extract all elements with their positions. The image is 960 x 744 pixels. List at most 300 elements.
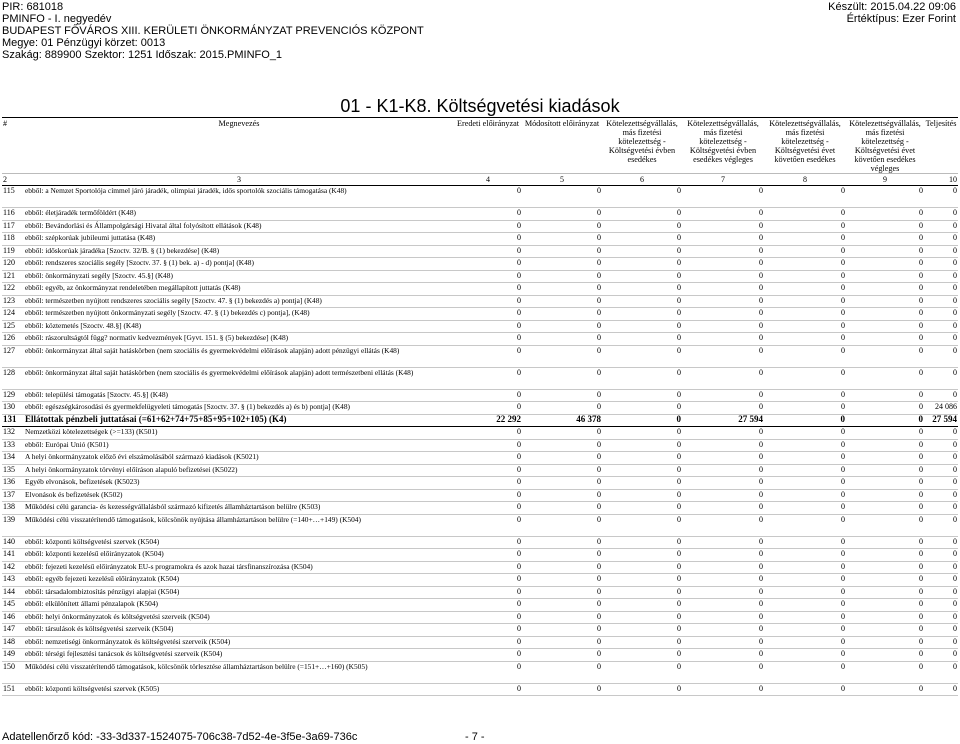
row-number: 144 (2, 586, 24, 599)
value-cell: 0 (682, 283, 764, 296)
value-cell: 0 (602, 561, 682, 574)
value-cell: 0 (454, 536, 522, 549)
table-row (2, 220, 958, 233)
row-description: ebből: központi költségvetési szervek (K504) (24, 536, 454, 549)
value-cell: 0 (454, 439, 522, 452)
value-cell: 0 (764, 258, 846, 271)
row-description: A helyi önkormányzatok előző évi elszámolásából származó kiadások (K5021) (24, 452, 454, 465)
row-number: 147 (2, 624, 24, 637)
value-cell: 0 (682, 514, 764, 536)
value-cell: 0 (522, 345, 602, 367)
row-description: ebből: szépkorúak jubileumi juttatása (K48) (24, 233, 454, 246)
value-cell: 0 (764, 295, 846, 308)
value-cell: 0 (454, 502, 522, 515)
column-number: 6 (602, 174, 682, 186)
table-row (2, 308, 958, 321)
row-description: ebből: Bevándorlási és Állampolgársági Hivatal által folyósított ellátások (K48) (24, 220, 454, 233)
table-row (2, 439, 958, 452)
table-row (2, 611, 958, 624)
row-description: ebből: társadalombiztosítás pénzügyi alapjai (K504) (24, 586, 454, 599)
value-cell: 0 (522, 477, 602, 490)
value-cell: 0 (846, 414, 924, 427)
value-cell: 0 (924, 549, 958, 562)
value-cell: 0 (846, 599, 924, 612)
column-header: Kötelezettségvállalás, más fizetési kötelezettség - Költségvetési évet követően esedékes végleges (846, 118, 924, 174)
value-cell: 0 (846, 536, 924, 549)
value-cell: 0 (682, 683, 764, 696)
table-row (2, 367, 958, 389)
column-header: Kötelezettségvállalás, más fizetési kötelezettség - Költségvetési évet követően esedékes (764, 118, 846, 174)
value-cell: 0 (764, 561, 846, 574)
value-cell: 0 (522, 283, 602, 296)
value-cell: 0 (846, 270, 924, 283)
value-cell: 0 (682, 439, 764, 452)
value-cell: 0 (846, 464, 924, 477)
row-description: ebből: egyéb fejezeti kezelésű előirányzatok (K504) (24, 574, 454, 587)
row-description: ebből: a Nemzet Sportolója címmel járó járadék, olimpiai járadék, idős sportolók szociális támogatása (K48) (24, 186, 454, 208)
value-cell: 0 (924, 661, 958, 683)
table-row (2, 258, 958, 271)
row-description: Egyéb elvonások, befizetések (K5023) (24, 477, 454, 490)
row-description: Ellátottak pénzbeli juttatásai (=61+62+74+75+85+95+102+105) (K4) (24, 414, 454, 427)
value-cell: 0 (846, 208, 924, 221)
value-cell: 0 (454, 245, 522, 258)
value-cell: 0 (454, 561, 522, 574)
value-cell: 0 (924, 536, 958, 549)
row-number: 150 (2, 661, 24, 683)
value-cell: 0 (846, 345, 924, 367)
value-cell: 0 (522, 367, 602, 389)
value-cell: 0 (602, 636, 682, 649)
row-number: 122 (2, 283, 24, 296)
column-number: 8 (764, 174, 846, 186)
value-cell: 0 (602, 624, 682, 637)
value-cell: 0 (522, 333, 602, 346)
value-cell: 0 (522, 649, 602, 662)
value-cell: 0 (924, 333, 958, 346)
table-row (2, 464, 958, 477)
value-cell: 0 (846, 624, 924, 637)
value-cell: 0 (522, 599, 602, 612)
table-row (2, 414, 958, 427)
report-header-right (828, 1, 956, 25)
value-cell: 0 (682, 549, 764, 562)
value-cell: 0 (924, 574, 958, 587)
row-number: 137 (2, 489, 24, 502)
value-cell: 0 (682, 502, 764, 515)
row-number: 134 (2, 452, 24, 465)
table-row (2, 402, 958, 415)
value-cell: 0 (846, 574, 924, 587)
value-cell: 0 (602, 414, 682, 427)
value-cell: 0 (454, 611, 522, 624)
row-description: A helyi önkormányzatok törvényi előíráson alapuló befizetései (K5022) (24, 464, 454, 477)
value-cell: 0 (602, 536, 682, 549)
value-cell: 0 (454, 427, 522, 440)
value-cell: 0 (924, 220, 958, 233)
row-description: ebből: természetben nyújtott önkormányzati segély [Szoctv. 47. § (1) bekezdés c) pontja], (K48) (24, 308, 454, 321)
value-cell: 0 (924, 320, 958, 333)
value-cell: 0 (602, 402, 682, 415)
value-cell: 0 (602, 186, 682, 208)
expenditure-table (2, 117, 958, 696)
value-cell: 0 (764, 220, 846, 233)
value-cell: 0 (764, 345, 846, 367)
value-cell: 0 (602, 574, 682, 587)
value-cell: 0 (924, 683, 958, 696)
value-cell: 46 378 (522, 414, 602, 427)
row-number: 136 (2, 477, 24, 490)
row-number: 141 (2, 549, 24, 562)
row-number: 125 (2, 320, 24, 333)
table-row (2, 561, 958, 574)
row-description: ebből: Európai Unió (K501) (24, 439, 454, 452)
row-number: 130 (2, 402, 24, 415)
value-cell: 0 (764, 283, 846, 296)
table-row (2, 245, 958, 258)
value-cell: 0 (682, 561, 764, 574)
value-cell: 0 (764, 245, 846, 258)
row-number: 151 (2, 683, 24, 696)
column-header: # (2, 118, 24, 174)
value-cell: 0 (454, 295, 522, 308)
value-cell: 0 (454, 649, 522, 662)
value-cell: 0 (682, 427, 764, 440)
row-number: 120 (2, 258, 24, 271)
table-row (2, 624, 958, 637)
page-number: - 7 - (465, 731, 485, 743)
created-date: Készült: 2015.04.22 09:06 (828, 1, 956, 13)
table-row (2, 586, 958, 599)
column-number: 2 (2, 174, 24, 186)
value-cell: 0 (602, 320, 682, 333)
control-code: Adatellenőrző kód: -33-3d337-1524075-706c38-7d52-4e-3f5e-3a69-736c (2, 731, 358, 743)
value-cell: 0 (846, 661, 924, 683)
value-cell: 0 (764, 320, 846, 333)
value-cell: 0 (764, 624, 846, 637)
value-cell: 0 (602, 308, 682, 321)
column-header: Eredeti előirányzat (454, 118, 522, 174)
value-cell: 0 (522, 611, 602, 624)
value-cell: 0 (846, 258, 924, 271)
value-cell: 0 (682, 320, 764, 333)
column-number: 5 (522, 174, 602, 186)
value-cell: 0 (682, 599, 764, 612)
row-description: ebből: rászorultságtól függ? normatív kedvezmények [Gyvt. 151. § (5) bekezdése] (K48) (24, 333, 454, 346)
value-cell: 0 (924, 245, 958, 258)
value-cell: 0 (924, 464, 958, 477)
value-cell: 0 (846, 320, 924, 333)
value-cell: 0 (924, 599, 958, 612)
value-cell: 0 (846, 549, 924, 562)
value-cell: 0 (764, 308, 846, 321)
row-description: ebből: térségi fejlesztési tanácsok és költségvetési szerveik (K504) (24, 649, 454, 662)
value-cell: 0 (454, 636, 522, 649)
row-number: 129 (2, 389, 24, 402)
table-row (2, 636, 958, 649)
row-number: 139 (2, 514, 24, 536)
value-cell: 0 (764, 477, 846, 490)
value-cell: 0 (522, 452, 602, 465)
value-cell: 0 (602, 258, 682, 271)
value-cell: 0 (846, 333, 924, 346)
value-cell: 0 (764, 549, 846, 562)
column-header: Kötelezettségvállalás, más fizetési kötelezettség - Költségvetési évben esedékes (602, 118, 682, 174)
value-cell: 0 (602, 452, 682, 465)
value-cell: 0 (682, 345, 764, 367)
value-cell: 0 (522, 208, 602, 221)
value-cell: 0 (602, 611, 682, 624)
value-cell: 0 (522, 636, 602, 649)
table-row (2, 333, 958, 346)
value-cell: 0 (924, 636, 958, 649)
row-number: 128 (2, 367, 24, 389)
value-cell: 0 (764, 514, 846, 536)
row-description: ebből: rendszeres szociális segély [Szoctv. 37. § (1) bek. a) - d) pontja] (K48) (24, 258, 454, 271)
row-description: ebből: önkormányzat által saját hatáskörben (nem szociális és gyermekvédelmi előírások alapján) adott természetbeni ellátás (K48) (24, 367, 454, 389)
value-cell: 0 (764, 599, 846, 612)
value-cell: 0 (764, 661, 846, 683)
value-cell: 0 (522, 549, 602, 562)
institution-line: BUDAPEST FŐVÁROS XIII. KERÜLETI ÖNKORMÁNYZAT PREVENCIÓS KÖZPONT (2, 25, 424, 37)
value-cell: 0 (682, 452, 764, 465)
row-description: ebből: települési támogatás [Szoctv. 45.§] (K48) (24, 389, 454, 402)
row-number: 131 (2, 414, 24, 427)
row-number: 124 (2, 308, 24, 321)
value-cell: 0 (924, 514, 958, 536)
table-row (2, 514, 958, 536)
value-cell: 0 (454, 624, 522, 637)
row-number: 148 (2, 636, 24, 649)
value-cell: 0 (602, 345, 682, 367)
column-header: Kötelezettségvállalás, más fizetési kötelezettség - Költségvetési évben esedékes végleges (682, 118, 764, 174)
value-cell: 0 (602, 389, 682, 402)
value-cell: 0 (924, 624, 958, 637)
value-cell: 0 (924, 208, 958, 221)
value-cell: 0 (764, 367, 846, 389)
table-row (2, 389, 958, 402)
value-cell: 24 086 (924, 402, 958, 415)
row-number: 119 (2, 245, 24, 258)
value-cell: 0 (846, 489, 924, 502)
value-cell: 0 (602, 270, 682, 283)
table-row (2, 186, 958, 208)
table-row (2, 233, 958, 246)
value-cell: 0 (522, 320, 602, 333)
value-cell: 0 (522, 186, 602, 208)
value-cell: 0 (846, 502, 924, 515)
value-cell: 0 (522, 489, 602, 502)
header-row (2, 118, 958, 174)
value-cell: 0 (682, 186, 764, 208)
row-description: ebből: egészségkárosodási és gyermekfelügyeleti támogatás [Szoctv. 37. § (1) bekezdés a) és b) pontja] (K48) (24, 402, 454, 415)
table-row (2, 270, 958, 283)
value-cell: 0 (924, 502, 958, 515)
value-cell: 0 (454, 402, 522, 415)
value-cell: 0 (846, 245, 924, 258)
value-cell: 0 (764, 636, 846, 649)
value-cell: 0 (924, 649, 958, 662)
value-cell: 0 (846, 586, 924, 599)
row-number: 126 (2, 333, 24, 346)
row-description: ebből: köztemetés [Szoctv. 48.§] (K48) (24, 320, 454, 333)
row-description: ebből: fejezeti kezelésű előirányzatok EU-s programokra és azok hazai társfinanszírozása (K504) (24, 561, 454, 574)
value-cell: 0 (522, 270, 602, 283)
value-cell: 0 (682, 308, 764, 321)
county-line: Megye: 01 Pénzügyi körzet: 0013 (2, 37, 166, 49)
value-cell: 0 (454, 586, 522, 599)
value-cell: 0 (454, 367, 522, 389)
value-cell: 0 (924, 295, 958, 308)
value-cell: 0 (846, 683, 924, 696)
period-line: PMINFO - I. negyedév (2, 13, 112, 25)
value-cell: 0 (682, 270, 764, 283)
value-cell: 0 (682, 464, 764, 477)
row-number: 138 (2, 502, 24, 515)
value-cell: 0 (924, 308, 958, 321)
table-row (2, 283, 958, 296)
value-cell: 0 (924, 233, 958, 246)
table-row (2, 477, 958, 490)
column-number-row (2, 174, 958, 186)
row-description: ebből: nemzetiségi önkormányzatok és költségvetési szerveik (K504) (24, 636, 454, 649)
value-cell: 0 (682, 477, 764, 490)
value-cell: 0 (924, 186, 958, 208)
value-cell: 0 (764, 427, 846, 440)
value-cell: 0 (924, 270, 958, 283)
value-cell: 0 (846, 295, 924, 308)
value-cell: 0 (846, 439, 924, 452)
value-cell: 0 (602, 549, 682, 562)
value-cell: 0 (846, 367, 924, 389)
table-row (2, 549, 958, 562)
report-header-left (2, 1, 424, 61)
value-cell: 0 (602, 295, 682, 308)
value-cell: 0 (522, 439, 602, 452)
value-cell: 0 (454, 683, 522, 696)
value-cell: 0 (924, 561, 958, 574)
row-number: 132 (2, 427, 24, 440)
table-row (2, 452, 958, 465)
row-description: Működési célú visszatérítendő támogatások, kölcsönök törlesztése államháztartáson belülre (=151+…+160) (K505) (24, 661, 454, 683)
value-cell: 0 (522, 514, 602, 536)
value-cell: 0 (924, 283, 958, 296)
row-number: 146 (2, 611, 24, 624)
value-cell: 0 (924, 489, 958, 502)
value-cell: 0 (764, 489, 846, 502)
table-row (2, 295, 958, 308)
table-row (2, 661, 958, 683)
row-number: 149 (2, 649, 24, 662)
value-cell: 0 (602, 661, 682, 683)
value-cell: 0 (682, 220, 764, 233)
value-cell: 0 (682, 536, 764, 549)
value-cell: 0 (522, 295, 602, 308)
value-cell: 0 (522, 402, 602, 415)
value-cell: 0 (924, 258, 958, 271)
value-cell: 0 (522, 661, 602, 683)
row-description: ebből: életjáradék termőföldért (K48) (24, 208, 454, 221)
value-cell: 0 (764, 414, 846, 427)
value-cell: 0 (602, 333, 682, 346)
value-cell: 0 (846, 389, 924, 402)
value-cell: 0 (764, 611, 846, 624)
row-number: 145 (2, 599, 24, 612)
value-cell: 0 (682, 367, 764, 389)
value-cell: 0 (846, 649, 924, 662)
row-number: 118 (2, 233, 24, 246)
row-number: 143 (2, 574, 24, 587)
value-cell: 0 (602, 586, 682, 599)
value-cell: 0 (454, 283, 522, 296)
value-cell: 0 (602, 514, 682, 536)
table-row (2, 345, 958, 367)
value-cell: 0 (454, 452, 522, 465)
value-cell: 0 (454, 333, 522, 346)
row-description: ebből: központi kezelésű előirányzatok (K504) (24, 549, 454, 562)
row-description: Működési célú visszatérítendő támogatások, kölcsönök nyújtása államháztartáson belülre (=140+…+149) (K504) (24, 514, 454, 536)
value-cell: 0 (924, 477, 958, 490)
value-cell: 0 (602, 649, 682, 662)
value-cell: 0 (602, 489, 682, 502)
row-description: ebből: önkormányzat által saját hatáskörben (nem szociális és gyermekvédelmi előírások alapján) adott pénzügyi ellátás (K48) (24, 345, 454, 367)
value-cell: 0 (602, 427, 682, 440)
value-cell: 0 (764, 270, 846, 283)
value-cell: 0 (522, 561, 602, 574)
row-description: ebből: elkülönített állami pénzalapok (K504) (24, 599, 454, 612)
value-cell: 0 (682, 245, 764, 258)
value-cell: 0 (682, 489, 764, 502)
value-cell: 0 (602, 367, 682, 389)
table-row (2, 502, 958, 515)
value-cell: 0 (682, 208, 764, 221)
value-cell: 22 292 (454, 414, 522, 427)
value-cell: 0 (454, 345, 522, 367)
value-cell: 0 (846, 427, 924, 440)
value-cell: 0 (522, 683, 602, 696)
value-cell: 0 (682, 636, 764, 649)
value-cell: 0 (522, 536, 602, 549)
value-cell: 0 (454, 489, 522, 502)
value-cell: 0 (454, 233, 522, 246)
row-description: Nemzetközi kötelezettségek (>=133) (K501) (24, 427, 454, 440)
column-number: 10 (924, 174, 958, 186)
value-cell: 0 (846, 220, 924, 233)
row-description: Működési célú garancia- és kezességvállalásból származó kifizetés államháztartáson belülre (K503) (24, 502, 454, 515)
value-cell: 0 (454, 270, 522, 283)
value-cell: 0 (846, 402, 924, 415)
value-cell: 0 (764, 333, 846, 346)
row-number: 135 (2, 464, 24, 477)
row-description: ebből: időskorúak járadéka [Szoctv. 32/B. § (1) bekezdése] (K48) (24, 245, 454, 258)
row-number: 127 (2, 345, 24, 367)
value-cell: 0 (764, 464, 846, 477)
row-number: 133 (2, 439, 24, 452)
value-cell: 0 (846, 452, 924, 465)
value-cell: 0 (454, 208, 522, 221)
value-cell: 0 (602, 599, 682, 612)
column-header: Módosított előirányzat (522, 118, 602, 174)
value-cell: 0 (924, 427, 958, 440)
column-number: 3 (24, 174, 454, 186)
row-number: 116 (2, 208, 24, 221)
value-cell: 0 (682, 333, 764, 346)
value-cell: 0 (454, 258, 522, 271)
table-row (2, 536, 958, 549)
value-cell: 0 (764, 402, 846, 415)
value-cell: 0 (764, 649, 846, 662)
value-cell: 0 (454, 320, 522, 333)
